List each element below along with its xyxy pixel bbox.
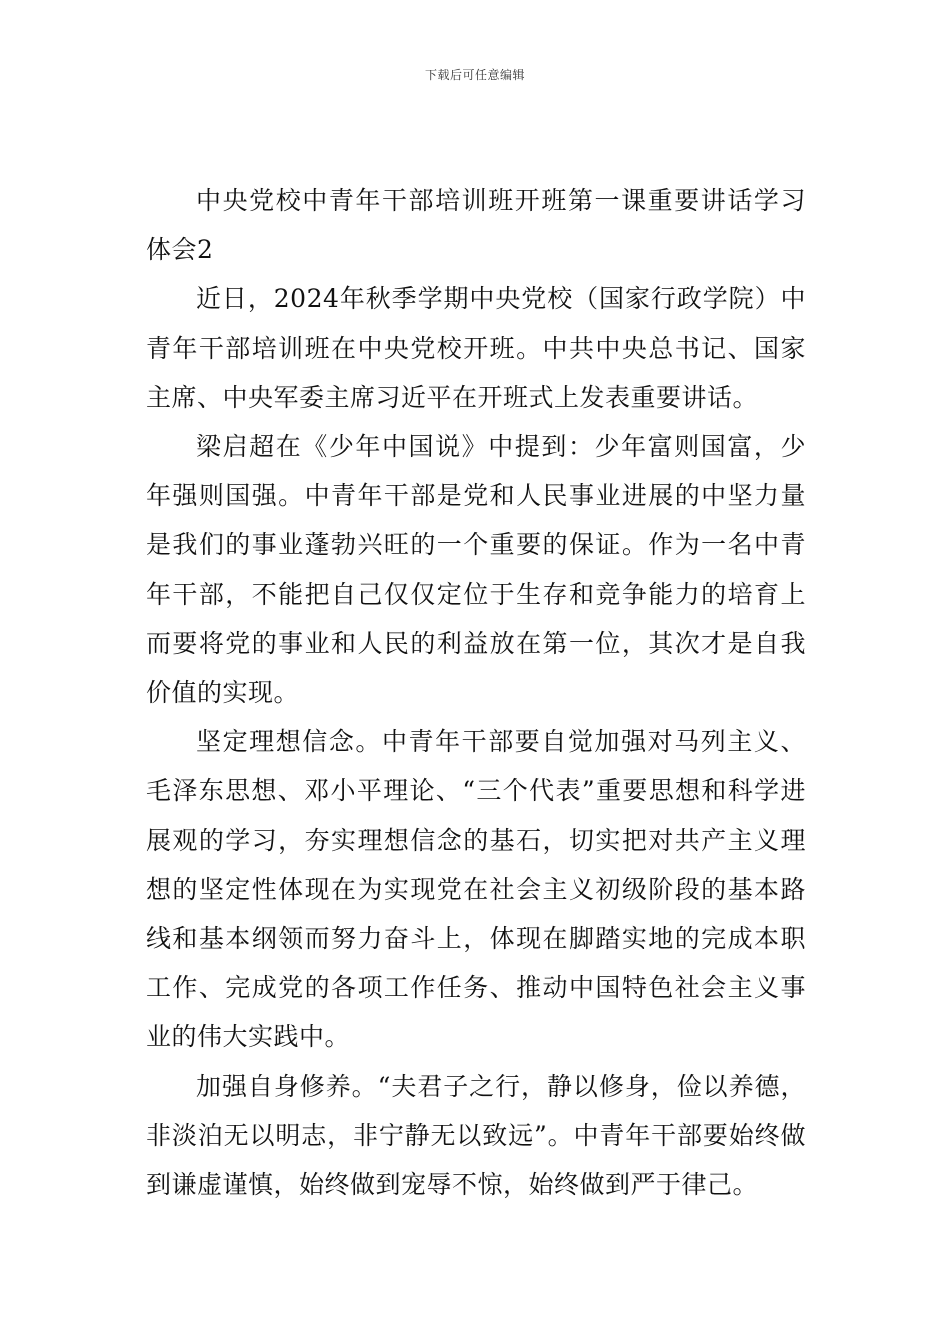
header-note: 下载后可任意编辑 xyxy=(424,68,525,82)
document-body xyxy=(146,176,806,1209)
paragraph: 近日，2024年秋季学期中央党校（国家行政学院）中青年干部培训班在中央党校开班。中共中央总书记、国家主席、中央军委主席习近平在开班式上发表重要讲话。 xyxy=(146,284,806,412)
paragraph: 加强自身修养。“夫君子之行，静以修身，俭以养德，非淡泊无以明志，非宁静无以致远”。中青年干部要始终做到谦虚谨慎，始终做到宠辱不惊，始终做到严于律己。 xyxy=(146,1071,806,1200)
paragraph: 坚定理想信念。中青年干部要自觉加强对马列主义、毛泽东思想、邓小平理论、“三个代表”重要思想和科学进展观的学习，夯实理想信念的基石，切实把对共产主义理想的坚定性体现在为实现党在社会主义初级阶段的基本路线和基本纲领而努力奋斗上，体现在脚踏实地的完成本职工作、完成党的各项工作任务、推动中国特色社会主义事业的伟大实践中。 xyxy=(146,727,806,1052)
document-title: 中央党校中青年干部培训班开班第一课重要讲话学习体会2 xyxy=(146,186,806,265)
paragraph: 梁启超在《少年中国说》中提到：少年富则国富，少年强则国强。中青年干部是党和人民事业进展的中坚力量是我们的事业蓬勃兴旺的一个重要的保证。作为一名中青年干部，不能把自己仅仅定位于生存和竞争能力的培育上而要将党的事业和人民的利益放在第一位，其次才是自我价值的实现。 xyxy=(146,432,806,708)
